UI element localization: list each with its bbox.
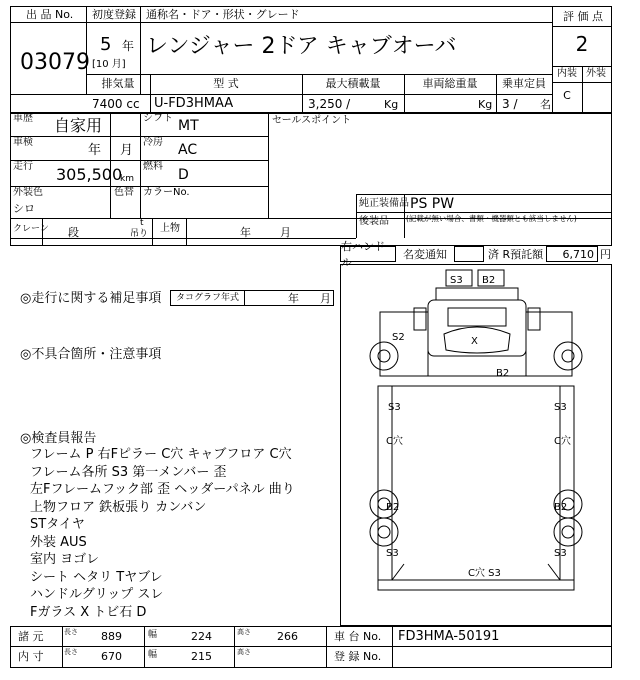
defects-label: ◎不具合箇所・注意事項 (20, 347, 162, 362)
inspector-label: ◎検査員報告 (20, 431, 97, 446)
sales-point-label: セールスポイント (272, 115, 352, 126)
damage-mark: S3 (554, 402, 567, 413)
inspector-line: 上物フロア 鉄板張り カンバン (30, 499, 207, 515)
tacho-label: タコグラフ年式 (176, 293, 240, 303)
divider (144, 626, 145, 668)
shift: MT (178, 118, 199, 134)
history: 自家用 (54, 116, 103, 135)
inspector-line: フレーム各所 S3 第一メンバー 歪 (30, 464, 227, 480)
color-no-label-2: カラーNo. (143, 187, 190, 198)
name-change-box (454, 246, 484, 262)
ac-label: 冷房 (143, 137, 163, 148)
right-handle: 右ハンドル (341, 240, 385, 269)
divider (552, 26, 612, 27)
damage-mark: S3 (554, 548, 567, 559)
capacity: 3 / (502, 97, 518, 111)
color-label: 外装色 (13, 187, 43, 198)
divider (10, 22, 86, 23)
inspection-month: 月 (120, 143, 134, 158)
spec-dims-label: 諸 元 (18, 630, 44, 643)
divider (10, 160, 268, 161)
shift-label: シフト (143, 113, 173, 124)
inspector-line: STタイヤ (30, 517, 85, 532)
damage-mark: S3 (388, 402, 401, 413)
lot-no-label: 出 品 No. (26, 8, 74, 21)
color-no-label: 色替 (114, 187, 134, 198)
tacho-month: 月 (320, 292, 331, 305)
name-label: 通称名・ドア・形状・グレード (146, 8, 300, 21)
interior-score: C (563, 89, 571, 102)
loading-year: 年 (240, 226, 251, 239)
spec-length-label: 長さ (64, 628, 78, 636)
gross-weight-label: 車両総重量 (422, 77, 478, 90)
divider (392, 626, 393, 668)
recycle-amount: 6,710 (562, 248, 594, 261)
reg-year: 5 (100, 34, 112, 55)
divider (268, 112, 269, 218)
damage-mark: S3 (386, 548, 399, 559)
inspector-line: フレーム P 右Fピラー C穴 キャブフロア C穴 (30, 447, 292, 462)
equipment: PS PW (410, 196, 455, 212)
interior-label: 内装 (557, 68, 577, 79)
divider (582, 66, 583, 114)
capacity-unit: 名 (540, 98, 551, 111)
lot-no: 03079 (20, 50, 90, 75)
fuel-label: 燃料 (143, 161, 163, 172)
divider (10, 94, 552, 95)
ac: AC (178, 142, 198, 158)
spec-length: 889 (101, 630, 122, 643)
interior-length-label: 長さ (64, 648, 78, 656)
exterior-label: 外装 (586, 68, 606, 79)
interior-length: 670 (101, 650, 122, 663)
gross-weight-unit: Kg (478, 98, 493, 111)
inspector-line: 外装 AUS (30, 534, 87, 550)
mileage-unit: km (120, 174, 134, 184)
divider (10, 136, 268, 137)
chassis-no: FD3HMA-50191 (398, 629, 500, 644)
truck-diagram (340, 264, 612, 626)
model: U-FD3HMAA (154, 96, 234, 111)
damage-mark: B2 (482, 275, 496, 286)
crane-label: クレーン (13, 224, 49, 234)
divider (356, 194, 357, 238)
damage-mark: C穴 (386, 436, 403, 447)
divider (152, 218, 153, 246)
history-label: 車歴 (13, 113, 33, 124)
divider (326, 626, 327, 668)
vehicle-name: レンジャー 2ドア キャブオーバ (146, 34, 457, 59)
damage-mark: B2 (554, 502, 568, 513)
divider (356, 212, 612, 213)
recycle-label: 済 R預託額 (488, 248, 544, 261)
inspection-label: 車検 (13, 137, 33, 148)
divider (86, 74, 552, 75)
divider (10, 186, 268, 187)
max-load-unit: Kg (384, 98, 399, 111)
divider (62, 626, 63, 668)
damage-mark: C穴 (554, 436, 571, 447)
divider (140, 112, 141, 218)
interior-dims-label: 内 寸 (18, 650, 44, 663)
damage-mark: B2 (496, 368, 510, 379)
mileage: 305,500 (56, 165, 123, 184)
fuel: D (178, 167, 189, 183)
model-label: 型 式 (213, 77, 239, 90)
crane-t: t (140, 218, 144, 228)
divider (186, 218, 187, 246)
damage-mark: B2 (386, 502, 400, 513)
crane-stage: 段 (68, 226, 79, 239)
interior-width-label: 幅 (148, 650, 158, 660)
max-load-label: 最大積載量 (325, 77, 381, 90)
max-load: 3,250 / (308, 97, 351, 111)
interior-height-label: 高さ (237, 648, 251, 656)
name-change-label: 名変通知 (403, 248, 447, 261)
divider (10, 238, 356, 239)
inspector-line: Fガラス X トビ石 D (30, 604, 147, 620)
interior-width: 215 (191, 650, 212, 663)
score: 2 (575, 32, 589, 56)
capacity-label: 乗車定員 (502, 77, 546, 90)
spec-width: 224 (191, 630, 212, 643)
loading-label: 上物 (160, 223, 180, 234)
inspection-year: 年 (88, 143, 102, 158)
inspector-line: 左Fフレームフック部 歪 ヘッダーパネル 曲り (30, 482, 295, 497)
reg-year-unit: 年 (122, 39, 135, 53)
first-reg-label: 初度登録 (92, 8, 136, 21)
inspector-line: ハンドルグリップ スレ (30, 587, 164, 602)
reg-label: 登 録 No. (334, 650, 382, 663)
damage-mark: X (471, 336, 478, 347)
aftermarket-label: 後装品 (359, 216, 389, 227)
score-label: 評 価 点 (563, 10, 603, 23)
divider (10, 646, 612, 647)
reg-month: [10 月] (92, 59, 126, 70)
divider (234, 626, 235, 668)
inspector-line: 室内 ヨゴレ (30, 552, 100, 567)
equipment-label: 純正装備品 (359, 198, 409, 209)
mileage-label: 走行 (13, 161, 33, 172)
displacement-label: 排気量 (101, 77, 135, 90)
spec-height-label: 高さ (237, 628, 251, 636)
damage-mark: S3 (450, 275, 463, 286)
tacho-year: 年 (288, 292, 299, 305)
inspector-line: シート ヘタリ Tヤブレ (30, 569, 163, 585)
divider (552, 82, 612, 83)
divider (244, 290, 245, 306)
crane-lift: 吊り (130, 229, 149, 239)
chassis-label: 車 台 No. (334, 630, 382, 643)
driving-notes-label: ◎走行に関する補足事項 (20, 291, 162, 306)
color: シロ (13, 202, 35, 215)
loading-month: 月 (280, 226, 291, 239)
damage-mark: C穴 S3 (468, 568, 501, 579)
aftermarket-note: (記載が無い場合、書類・機器類とも該当しません) (406, 214, 577, 223)
damage-mark: S2 (392, 332, 405, 343)
recycle-unit: 円 (600, 248, 611, 261)
displacement: 7400 cc (92, 97, 140, 111)
divider (356, 194, 612, 195)
spec-height: 266 (277, 630, 298, 643)
spec-width-label: 幅 (148, 630, 158, 640)
divider (86, 22, 552, 23)
right-handle-box (340, 240, 396, 269)
